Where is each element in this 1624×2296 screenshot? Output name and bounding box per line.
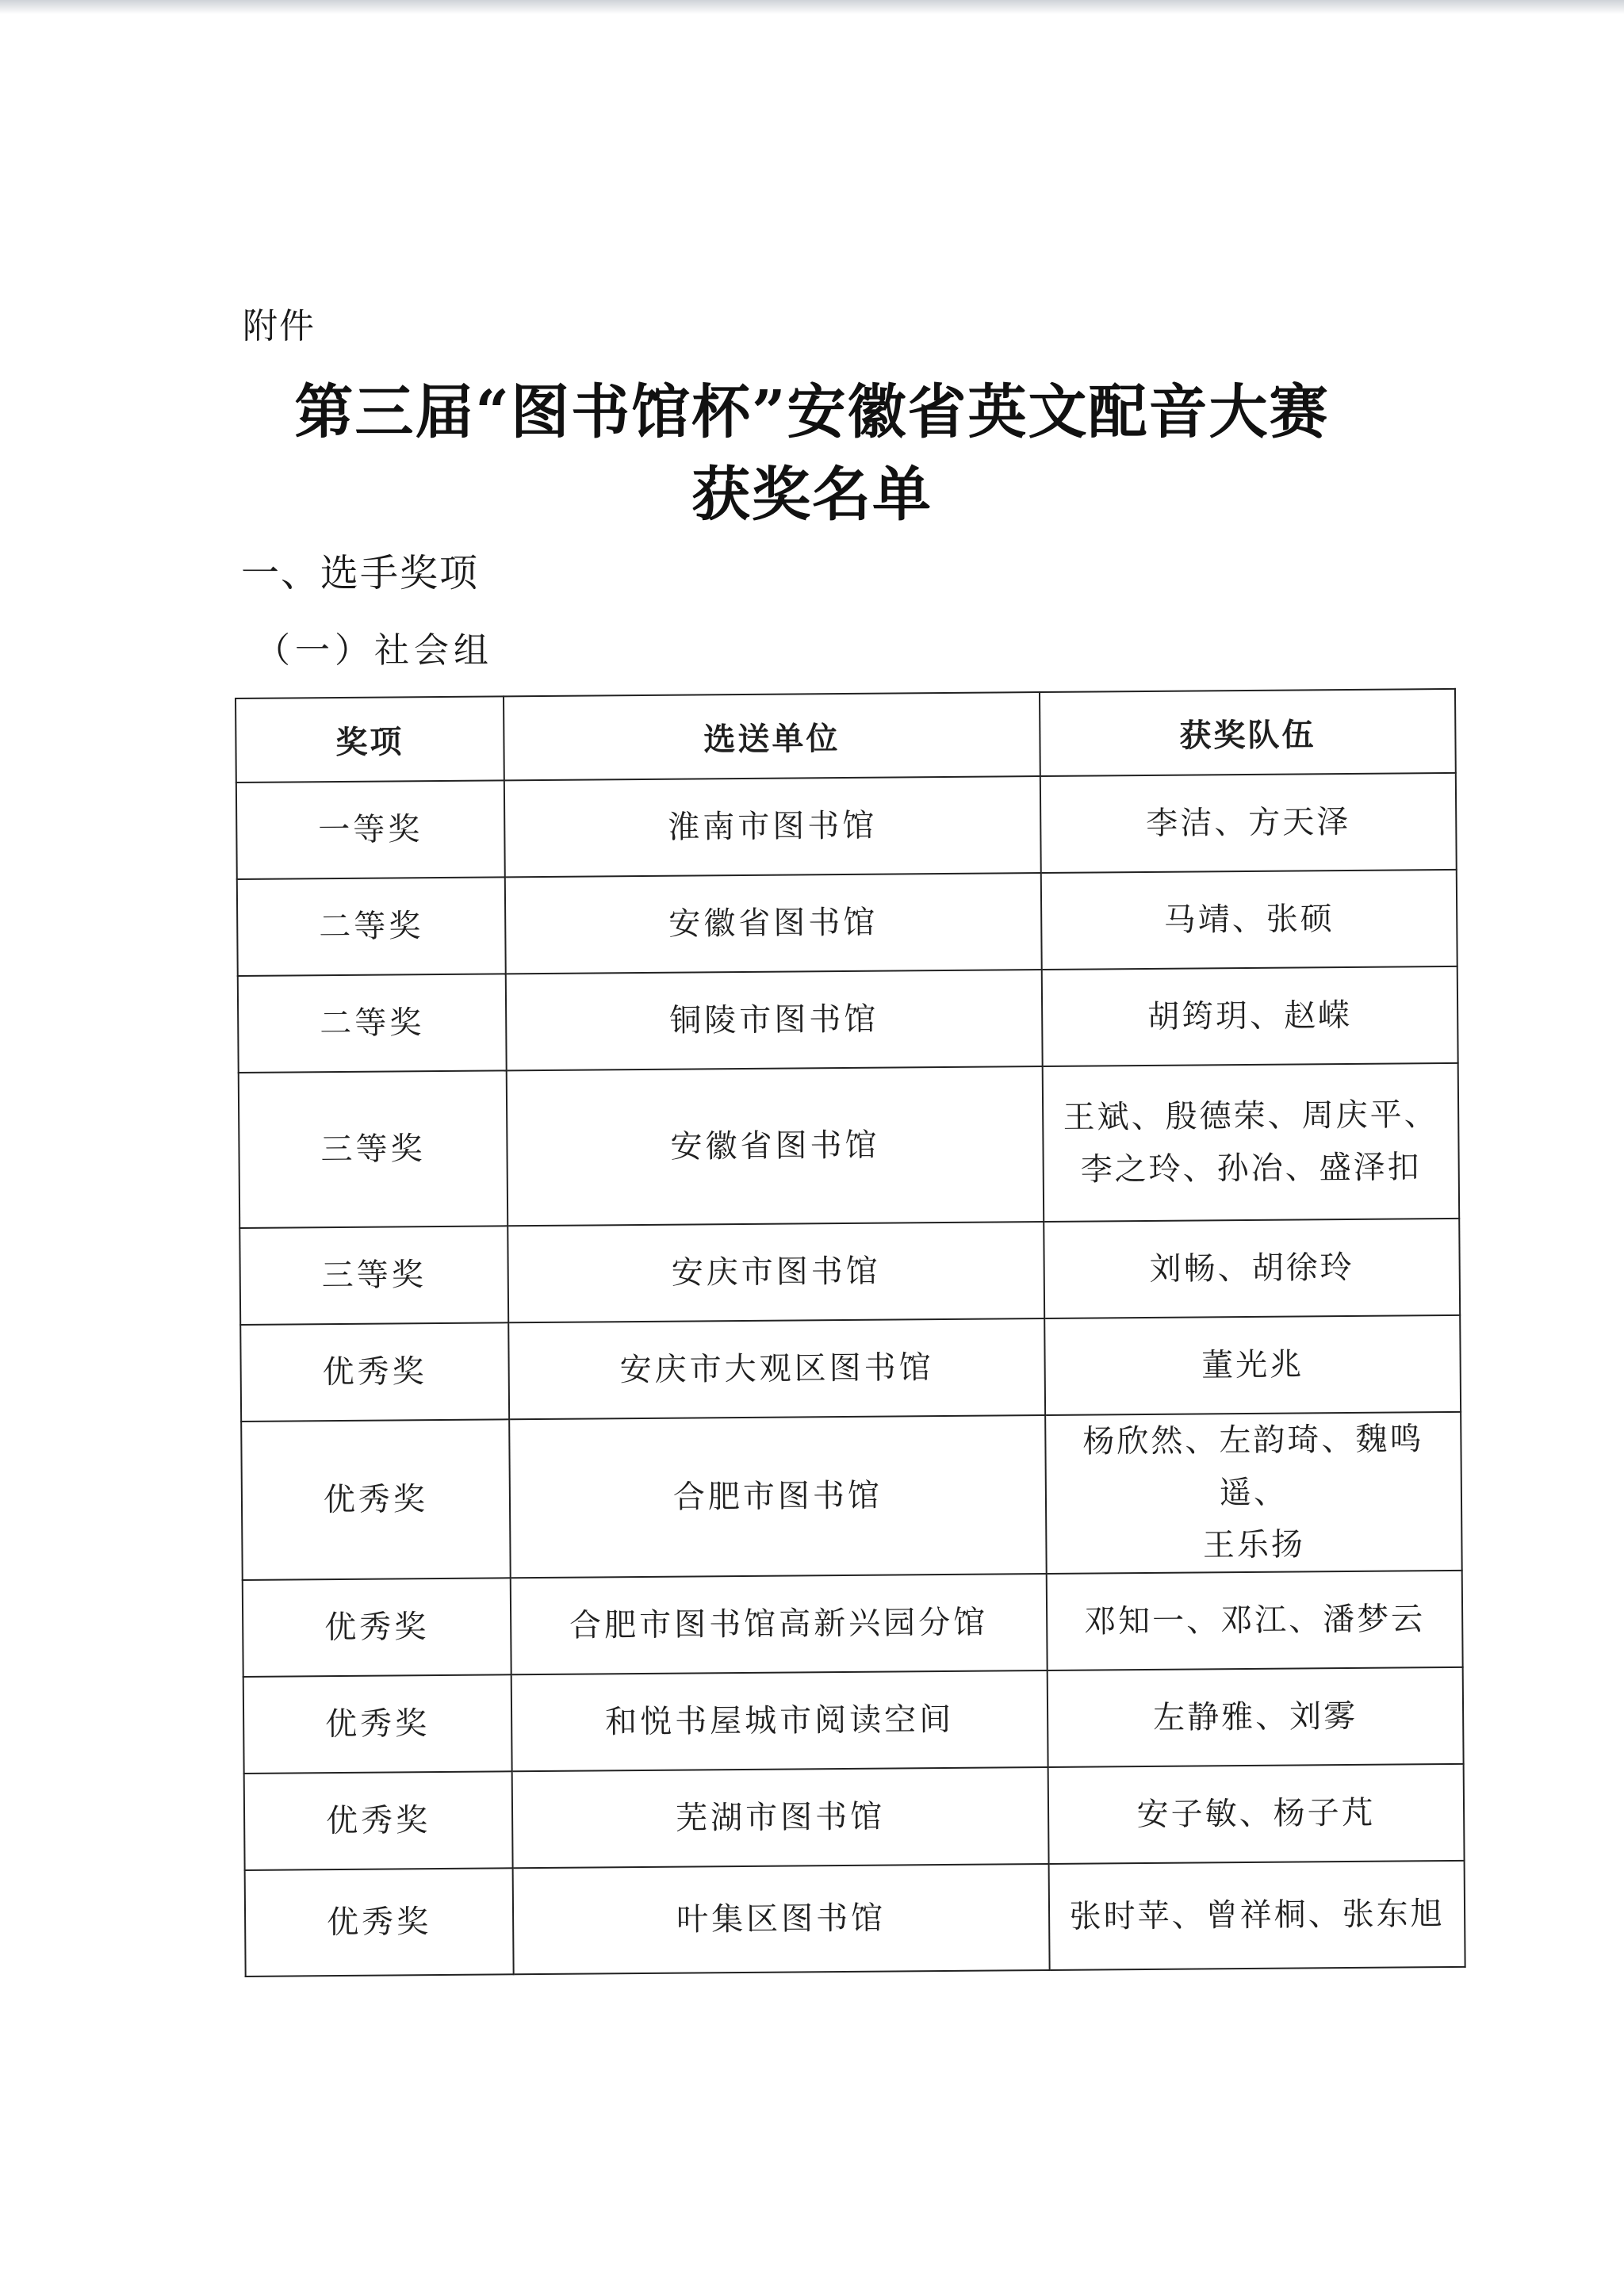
team-cell	[1040, 773, 1457, 873]
header-award: 奖项	[236, 696, 504, 783]
award-table	[235, 688, 1466, 1977]
table-row	[236, 773, 1457, 879]
award-cell: 一等奖	[236, 780, 505, 879]
table-row	[237, 870, 1457, 976]
team-line: 张时苹、曾祥桐、张东旭	[1069, 1896, 1445, 1935]
team-cell	[1042, 966, 1458, 1066]
award-cell: 优秀奖	[241, 1419, 511, 1580]
header-unit: 选送单位	[504, 692, 1040, 780]
unit-cell: 淮南市图书馆	[504, 776, 1041, 877]
unit-cell: 铜陵市图书馆	[506, 970, 1043, 1070]
unit-cell: 合肥市图书馆	[509, 1415, 1047, 1578]
table-row	[239, 1063, 1459, 1228]
team-line: 胡筠玥、赵嵘	[1147, 997, 1353, 1035]
unit-cell: 和悦书屋城市阅读空间	[511, 1670, 1048, 1771]
team-cell	[1048, 1667, 1464, 1767]
team-cell	[1045, 1412, 1462, 1574]
team-line: 刘畅、胡徐玲	[1149, 1249, 1354, 1288]
unit-cell: 合肥市图书馆高新兴园分馆	[511, 1574, 1048, 1674]
team-line: 马靖、张硕	[1163, 901, 1335, 939]
table-row	[245, 1861, 1465, 1976]
award-cell: 二等奖	[238, 974, 507, 1073]
team-line: 邓知一、邓江、潘梦云	[1084, 1601, 1426, 1640]
award-cell: 优秀奖	[244, 1771, 513, 1870]
table-row	[243, 1571, 1463, 1677]
award-cell: 三等奖	[239, 1070, 508, 1228]
unit-cell: 芜湖市图书馆	[512, 1767, 1049, 1868]
subsection-heading: （一）社会组	[255, 630, 493, 671]
team-cell	[1049, 1861, 1465, 1970]
team-cell	[1047, 1571, 1463, 1670]
team-line: 安子敏、杨子芃	[1136, 1794, 1376, 1834]
table-header-row	[236, 689, 1456, 783]
award-cell: 优秀奖	[245, 1868, 514, 1976]
award-cell: 优秀奖	[243, 1674, 512, 1774]
unit-cell: 叶集区图书馆	[513, 1864, 1050, 1974]
document-title: 第三届“图书馆杯”安徽省英文配音大赛	[294, 378, 1330, 446]
award-cell: 三等奖	[239, 1226, 508, 1325]
team-cell	[1044, 1219, 1460, 1318]
team-line: 王乐扬	[1202, 1526, 1306, 1564]
header-team: 获奖队伍	[1040, 689, 1456, 776]
team-cell	[1043, 1063, 1460, 1222]
attachment-label: 附件	[243, 306, 316, 346]
team-line: 王斌、殷德荣、周庆平、	[1063, 1096, 1438, 1136]
team-cell	[1048, 1764, 1465, 1864]
team-line: 杨欣然、左韵琦、魏鸣遥、	[1082, 1421, 1424, 1512]
table-row	[238, 966, 1458, 1073]
team-line: 左静雅、刘雾	[1152, 1697, 1358, 1736]
table-row	[243, 1667, 1464, 1774]
unit-cell: 安庆市大观区图书馆	[508, 1318, 1045, 1419]
unit-cell: 安庆市图书馆	[508, 1222, 1044, 1322]
team-cell	[1044, 1315, 1461, 1415]
scan-top-edge	[0, 0, 1624, 14]
award-cell: 优秀奖	[243, 1578, 511, 1677]
section-heading: 一、选手奖项	[241, 551, 480, 595]
document-title-line2: 获奖名单	[691, 461, 933, 529]
team-line: 李之玲、孙冶、盛泽扣	[1080, 1149, 1422, 1188]
table-row	[240, 1315, 1461, 1422]
table-row	[239, 1219, 1460, 1325]
team-line: 李洁、方天泽	[1146, 803, 1351, 842]
team-line: 董光兆	[1201, 1346, 1304, 1384]
table-row	[241, 1412, 1462, 1580]
table-row	[244, 1764, 1465, 1870]
unit-cell: 安徽省图书馆	[507, 1066, 1044, 1226]
award-cell: 优秀奖	[240, 1322, 509, 1422]
unit-cell: 安徽省图书馆	[505, 873, 1042, 974]
award-cell: 二等奖	[237, 877, 506, 976]
team-cell	[1041, 870, 1457, 970]
